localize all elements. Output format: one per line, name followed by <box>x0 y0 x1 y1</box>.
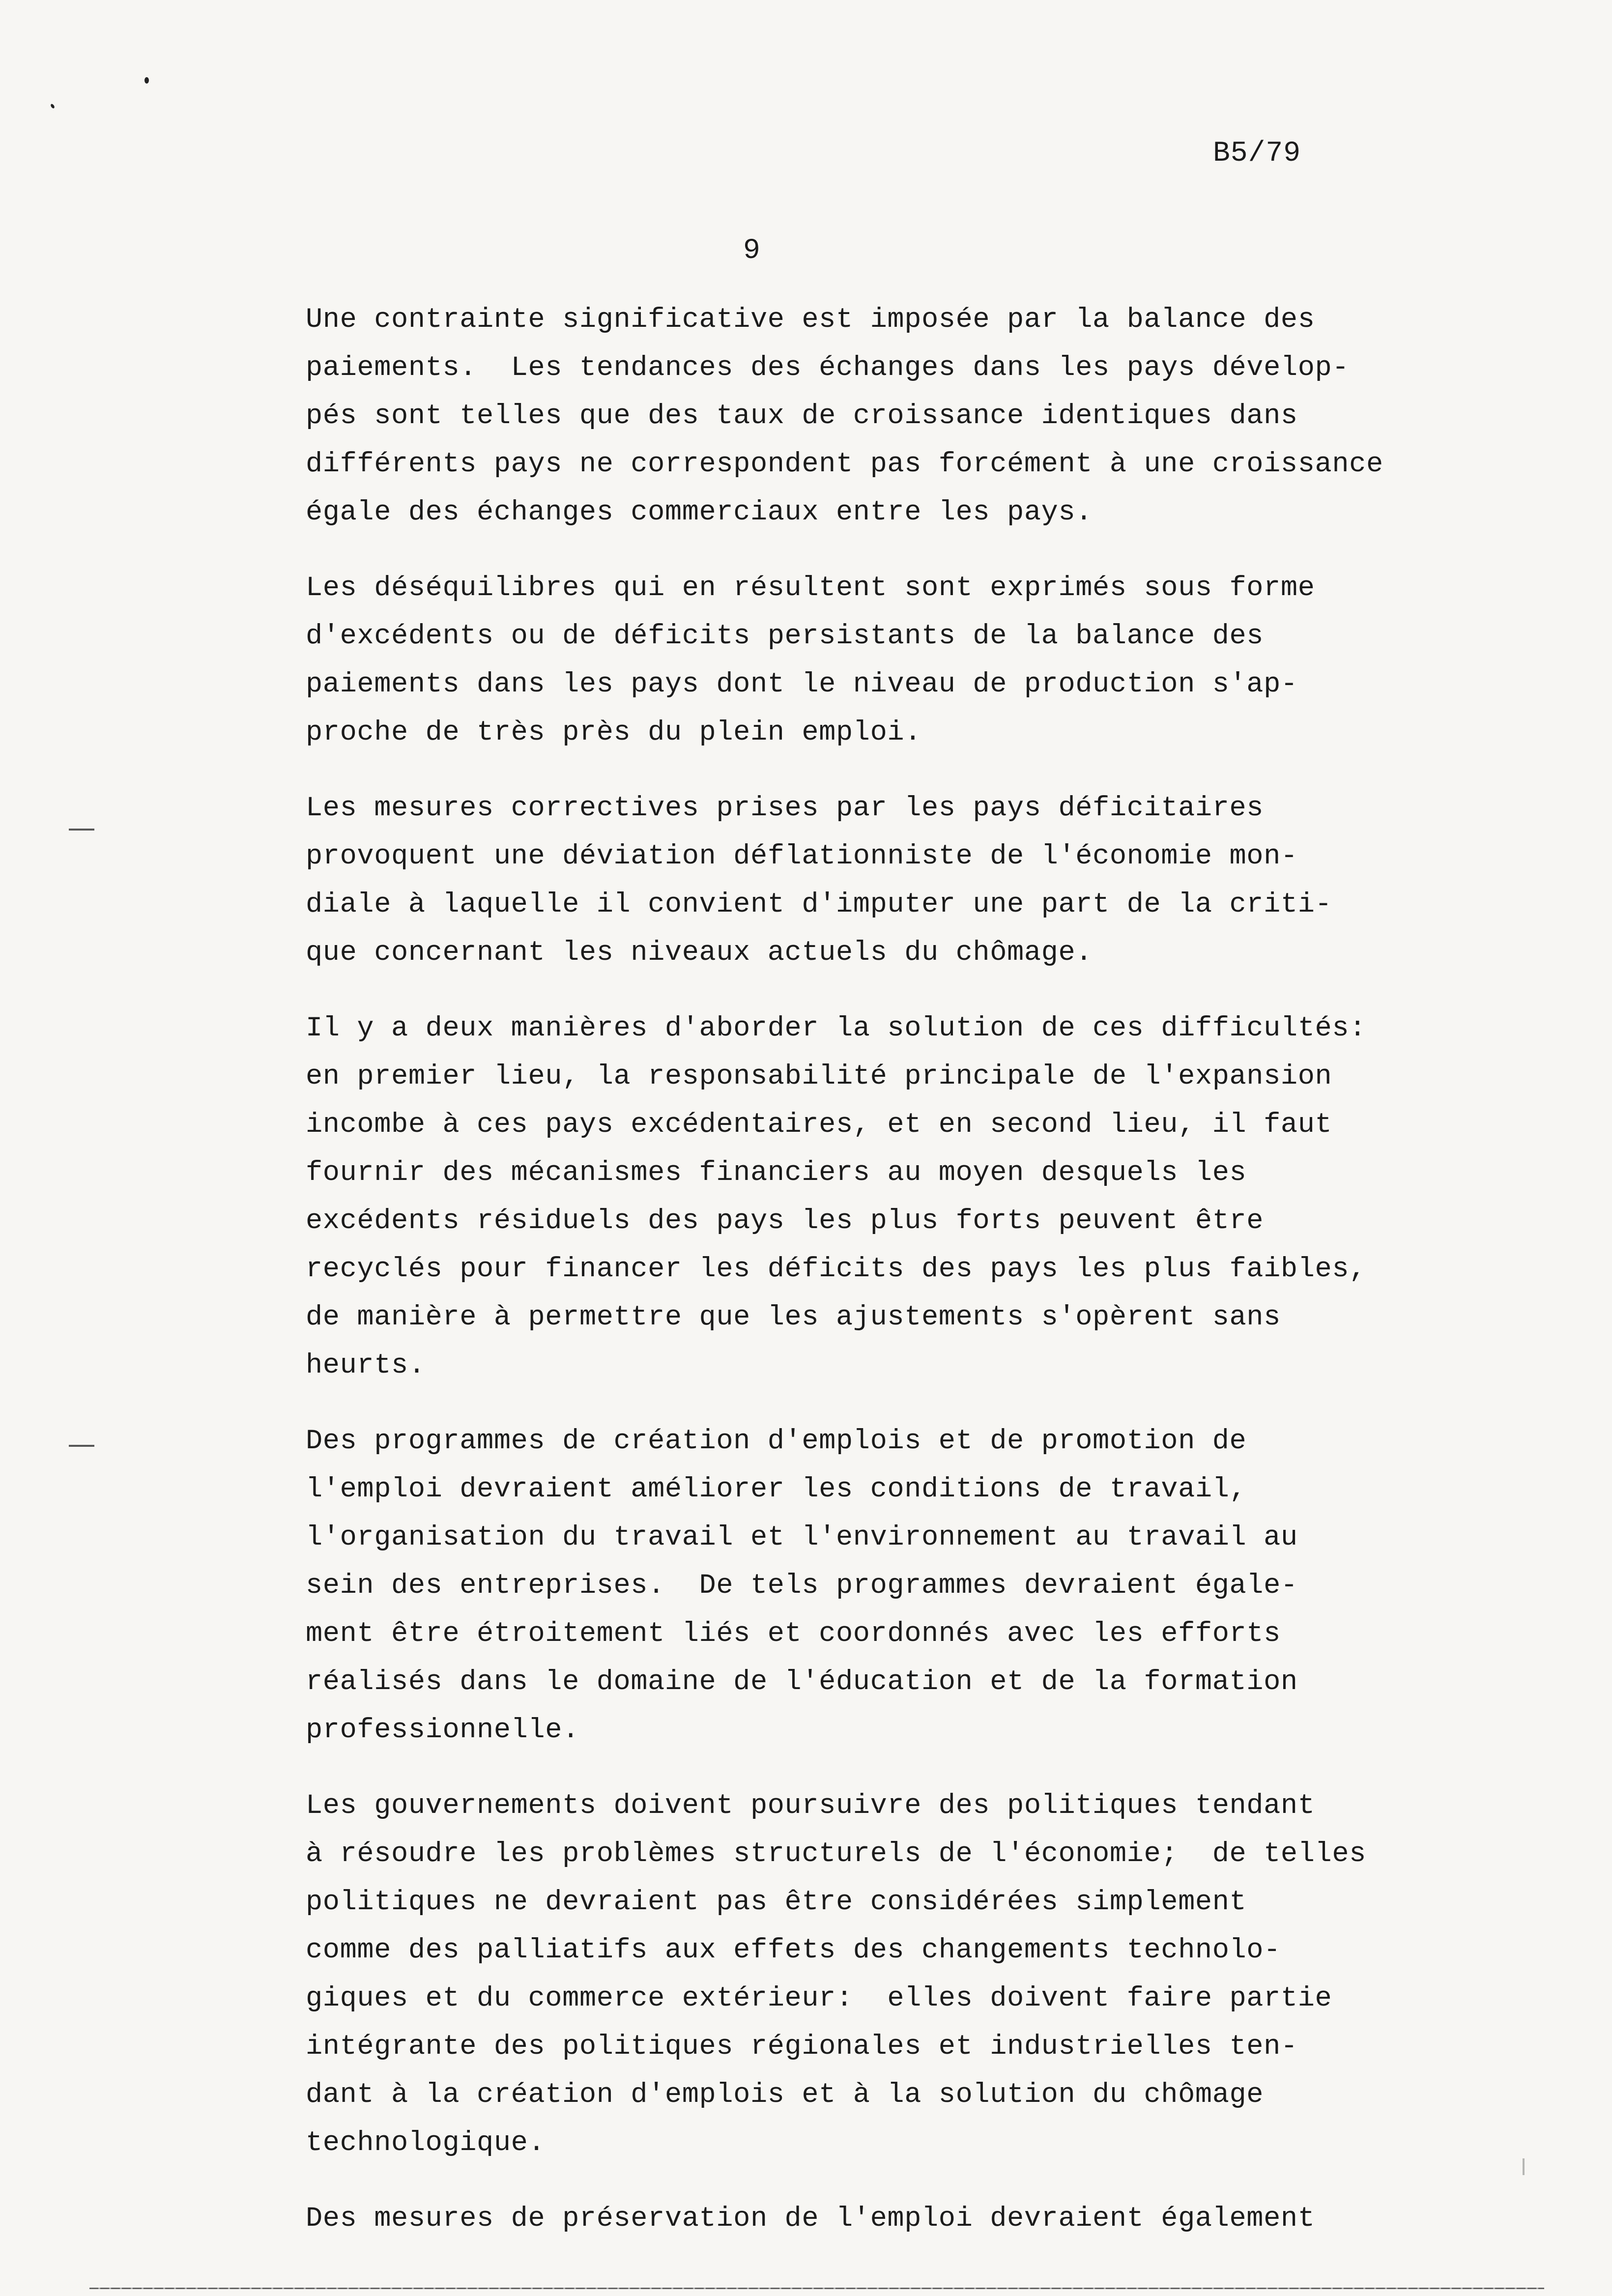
text-line: dant à la création d'emplois et à la solution du chômage <box>306 2079 1264 2111</box>
margin-dash <box>69 829 94 831</box>
text-line: d'excédents ou de déficits persistants de la balance des <box>306 621 1264 652</box>
text-line: l'organisation du travail et l'environnement au travail au <box>306 1522 1298 1553</box>
text-line: Les gouvernements doivent poursuivre des politiques tendant <box>306 1790 1315 1822</box>
text-line: Les déséquilibres qui en résultent sont exprimés sous forme <box>306 573 1315 604</box>
text-line: Des programmes de création d'emplois et de promotion de <box>306 1426 1247 1457</box>
paragraph <box>306 1782 1436 2167</box>
ink-speck <box>144 77 149 84</box>
paragraph <box>306 1004 1436 1390</box>
text-line: comme des palliatifs aux effets des changements technolo- <box>306 1935 1281 1966</box>
text-line: Des mesures de préservation de l'emploi devraient également <box>306 2203 1315 2235</box>
text-line: l'emploi devraient améliorer les conditions de travail, <box>306 1474 1247 1505</box>
text-line: égale des échanges commerciaux entre les pays. <box>306 497 1093 528</box>
margin-tick <box>1523 2158 1525 2175</box>
text-line: provoquent une déviation déflationniste de l'économie mon- <box>306 841 1298 872</box>
text-line: intégrante des politiques régionales et industrielles ten- <box>306 2031 1298 2063</box>
text-line: professionnelle. <box>306 1715 579 1746</box>
text-line: de manière à permettre que les ajustements s'opèrent sans <box>306 1302 1281 1333</box>
text-line: incombe à ces pays excédentaires, et en second lieu, il faut <box>306 1109 1332 1141</box>
paragraph <box>306 564 1436 757</box>
text-line: en premier lieu, la responsabilité principale de l'expansion <box>306 1061 1332 1092</box>
text-line: proche de très près du plein emploi. <box>306 717 921 748</box>
margin-dash <box>69 1445 94 1447</box>
text-line: technologique. <box>306 2127 546 2159</box>
paragraph <box>306 784 1436 977</box>
text-line: ment être étroitement liés et coordonnés avec les efforts <box>306 1618 1281 1650</box>
text-line: politiques ne devraient pas être considérées simplement <box>306 1887 1247 1918</box>
page-number: 9 <box>743 235 760 267</box>
paragraph <box>306 296 1436 537</box>
text-line: paiements. Les tendances des échanges dans les pays dévelop- <box>306 352 1350 384</box>
text-line: Il y a deux manières d'aborder la solution de ces difficultés: <box>306 1013 1366 1044</box>
paragraph <box>306 1417 1436 1754</box>
text-line: giques et du commerce extérieur: elles doivent faire partie <box>306 1983 1332 2014</box>
text-line: différents pays ne correspondent pas forcément à une croissance <box>306 449 1383 480</box>
text-line: Une contrainte significative est imposée par la balance des <box>306 304 1315 336</box>
document-reference: B5/79 <box>1213 138 1301 170</box>
text-line: que concernant les niveaux actuels du chômage. <box>306 937 1093 969</box>
text-line: pés sont telles que des taux de croissance identiques dans <box>306 401 1298 432</box>
text-line: excédents résiduels des pays les plus forts peuvent être <box>306 1205 1264 1237</box>
body-text <box>306 296 1436 2270</box>
page-bottom-rule <box>89 2288 1544 2289</box>
text-line: sein des entreprises. De tels programmes devraient égale- <box>306 1570 1298 1602</box>
text-line: réalisés dans le domaine de l'éducation et de la formation <box>306 1666 1298 1698</box>
text-line: diale à laquelle il convient d'imputer une part de la criti- <box>306 889 1332 920</box>
text-line: Les mesures correctives prises par les pays déficitaires <box>306 793 1264 824</box>
text-line: heurts. <box>306 1350 426 1381</box>
paragraph <box>306 2195 1436 2243</box>
text-line: recyclés pour financer les déficits des pays les plus faibles, <box>306 1254 1366 1285</box>
text-line: à résoudre les problèmes structurels de l'économie; de telles <box>306 1838 1366 1870</box>
text-line: fournir des mécanismes financiers au moyen desquels les <box>306 1157 1247 1189</box>
ink-speck <box>50 103 56 109</box>
text-line: paiements dans les pays dont le niveau de production s'ap- <box>306 669 1298 700</box>
